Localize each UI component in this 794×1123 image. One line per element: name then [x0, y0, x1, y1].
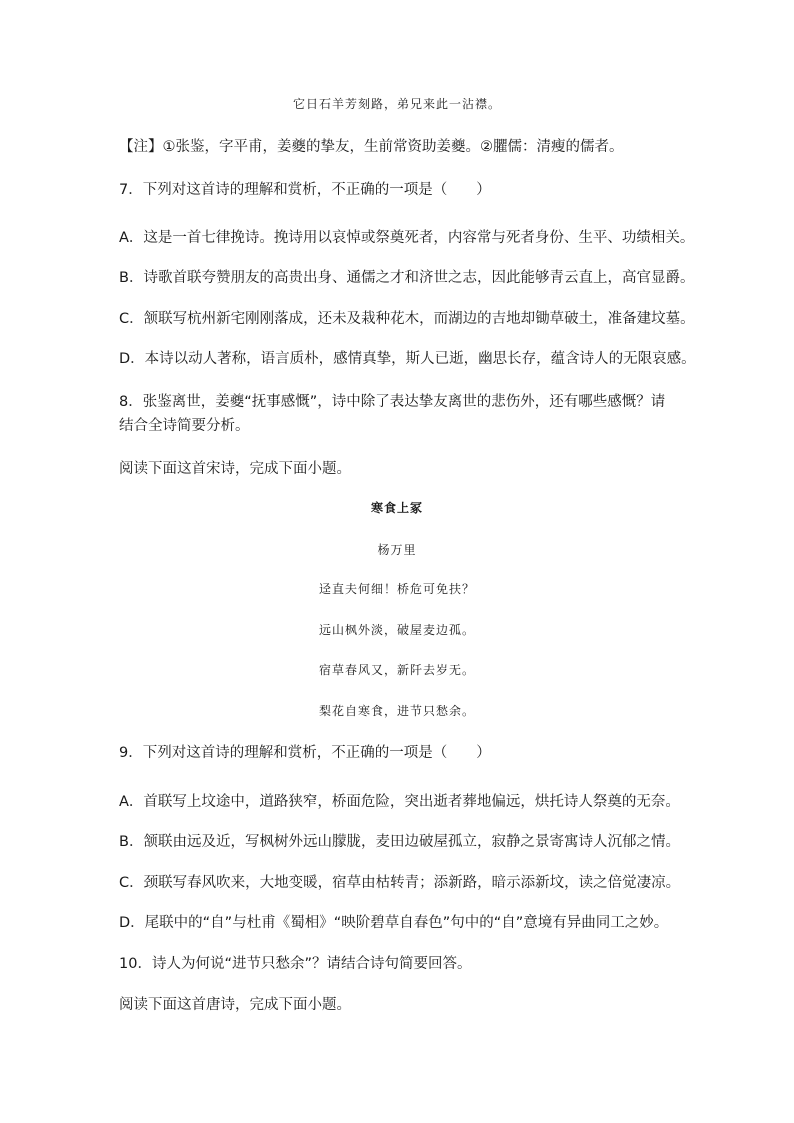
question-9-option-a: A．首联写上坟途中，道路狭窄，桥面危险，突出逝者葬地偏远，烘托诗人祭奠的无奈。 [119, 794, 680, 810]
question-8: 8．张鉴离世，姜夔“抚事感慨”，诗中除了表达挚友离世的悲伤外，还有哪些感慨？请结合全诗简要分析。 [119, 394, 666, 434]
question-9-option-c: C．颈联写春风吹来，大地变暖，宿草由枯转青；添新路，暗示添新坟，读之倍觉凄凉。 [119, 875, 681, 891]
question-7-option-b: B．诗歌首联夸赞朋友的高贵出身、通儒之才和济世之志，因此能够青云直上，高官显爵。 [119, 270, 695, 286]
question-9-option-d: D．尾联中的“自”与杜甫《蜀相》“映阶碧草自春色”句中的“自”意境有异曲同工之妙。 [119, 915, 669, 931]
poem2-line-2: 远山枫外淡，破屋麦边孤。 [318, 623, 475, 637]
poem1-last-line: 它日石羊芳刻路，弟兄来此一沾襟。 [292, 97, 501, 111]
poem2-title: 寒食上冢 [370, 501, 423, 515]
question-7-option-a: A．这是一首七律挽诗。挽诗用以哀悼或祭奠死者，内容常与死者身份、生平、功绩相关。 [119, 230, 695, 246]
question-7-option-d: D．本诗以动人著称，语言质朴，感情真挚，斯人已逝，幽思长存，蕴含诗人的无限哀感。 [119, 351, 696, 367]
question-7-stem: 7．下列对这首诗的理解和赏析，不正确的一项是（ ） [119, 182, 491, 198]
question-9-option-b: B．颔联由远及近，写枫树外远山朦胧，麦田边破屋孤立，寂静之景寄寓诗人沉郁之情。 [119, 834, 680, 850]
reading-intro-tang-poem: 阅读下面这首唐诗，完成下面小题。 [119, 997, 351, 1013]
poem2-line-3: 宿草春风又，新阡去岁无。 [318, 663, 475, 677]
poem2-author: 杨万里 [377, 543, 417, 557]
question-7-option-c: C．颔联写杭州新宅刚刚落成，还未及栽种花木，而湖边的吉地却锄草破土，准备建坟墓。 [119, 311, 695, 327]
question-10: 10．诗人为何说“进节只愁余”？请结合诗句简要回答。 [119, 956, 472, 972]
reading-intro-song-poem: 阅读下面这首宋诗，完成下面小题。 [119, 461, 351, 477]
annotation-note: 【注】①张鉴，字平甫，姜夔的挚友，生前常资助姜夔。②臞儒：清瘦的儒者。 [119, 139, 624, 155]
question-9-stem: 9．下列对这首诗的理解和赏析，不正确的一项是（ ） [119, 745, 491, 761]
poem2-line-1: 迳直夫何细！桥危可免扶？ [318, 582, 475, 596]
poem2-line-4: 梨花自寒食，进节只愁余。 [318, 704, 475, 718]
